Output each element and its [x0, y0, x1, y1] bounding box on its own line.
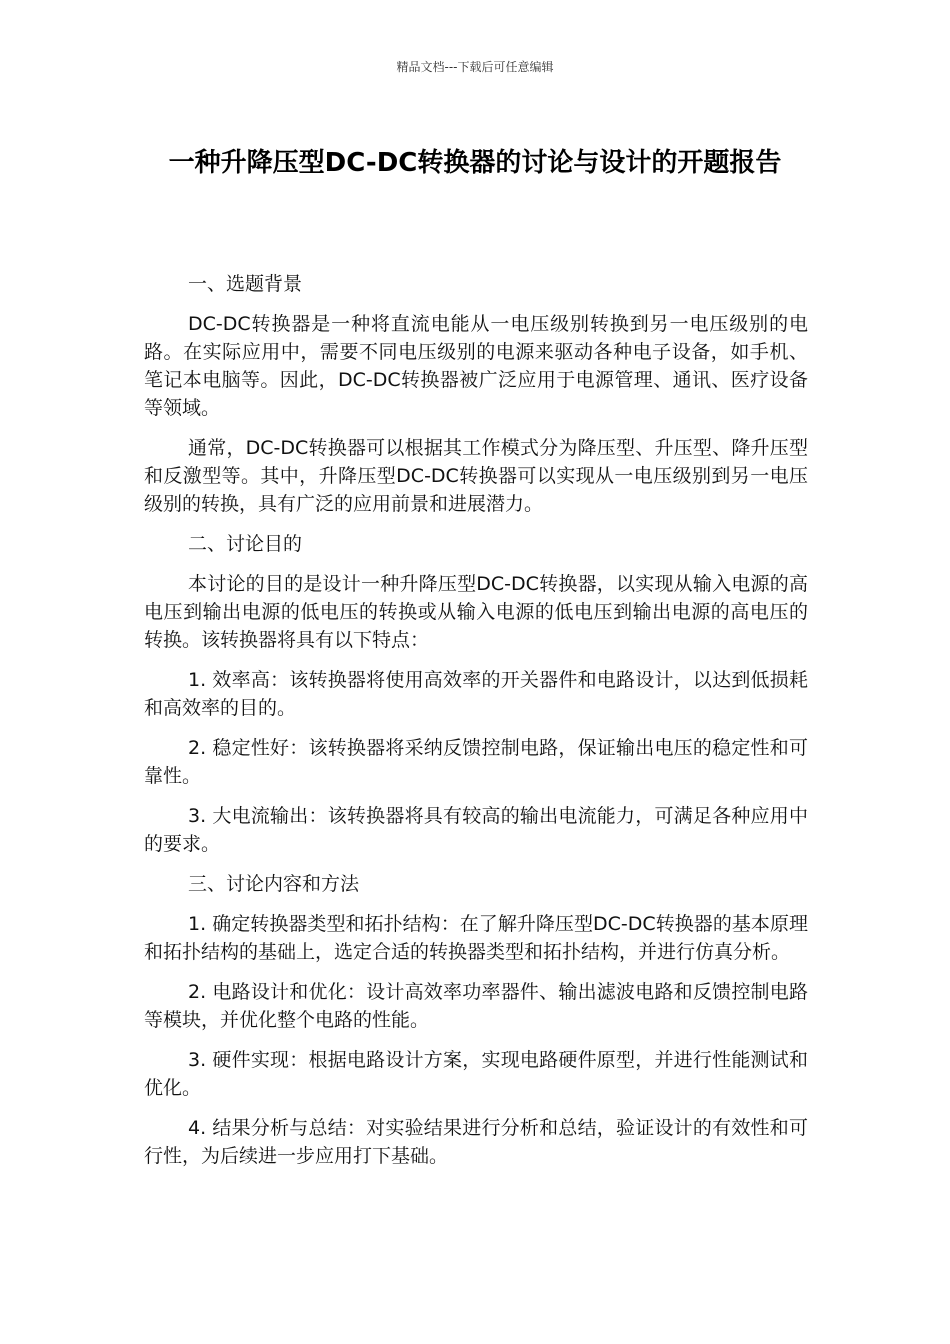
paragraph-dcdc-intro: DC-DC转换器是一种将直流电能从一电压级别转换到另一电压级别的电路。在实际应用中，需要不同电压级别的电源来驱动各种电子设备，如手机、笔记本电脑等。因此，DC-DC转换器被广泛应用于电源管理、通讯、医疗设备等领域。 [144, 313, 808, 419]
document-body [144, 270, 808, 1182]
list-item-hardware: 3. 硬件实现：根据电路设计方案，实现电路硬件原型，并进行性能测试和优化。 [144, 1049, 808, 1099]
list-item-stability: 2. 稳定性好：该转换器将采纳反馈控制电路，保证输出电压的稳定性和可靠性。 [144, 737, 808, 787]
list-item-efficiency: 1. 效率高：该转换器将使用高效率的开关器件和电路设计，以达到低损耗和高效率的目的。 [144, 669, 808, 719]
list-item-high-current: 3. 大电流输出：该转换器将具有较高的输出电流能力，可满足各种应用中的要求。 [144, 805, 808, 855]
section-heading-purpose: 二、讨论目的 [188, 533, 303, 555]
list-item-circuit-design: 2. 电路设计和优化：设计高效率功率器件、输出滤波电路和反馈控制电路等模块，并优化整个电路的性能。 [144, 981, 808, 1031]
section-heading-methods: 三、讨论内容和方法 [188, 873, 360, 895]
list-item-topology: 1. 确定转换器类型和拓扑结构：在了解升降压型DC-DC转换器的基本原理和拓扑结构的基础上，选定合适的转换器类型和拓扑结构，并进行仿真分析。 [144, 913, 808, 963]
section-heading-background: 一、选题背景 [188, 273, 303, 295]
paragraph-converter-types: 通常，DC-DC转换器可以根据其工作模式分为降压型、升压型、降升压型和反激型等。其中，升降压型DC-DC转换器可以实现从一电压级别到另一电压级别的转换，具有广泛的应用前景和进展潜力。 [144, 437, 808, 515]
page-header-note: 精品文档---下载后可任意编辑 [396, 60, 554, 74]
document-title: 一种升降压型DC-DC转换器的讨论与设计的开题报告 [168, 148, 782, 178]
list-item-analysis: 4. 结果分析与总结：对实验结果进行分析和总结，验证设计的有效性和可行性，为后续进一步应用打下基础。 [144, 1117, 808, 1167]
paragraph-purpose: 本讨论的目的是设计一种升降压型DC-DC转换器，以实现从输入电源的高电压到输出电源的低电压的转换或从输入电源的低电压到输出电源的高电压的转换。该转换器将具有以下特点： [144, 573, 808, 651]
